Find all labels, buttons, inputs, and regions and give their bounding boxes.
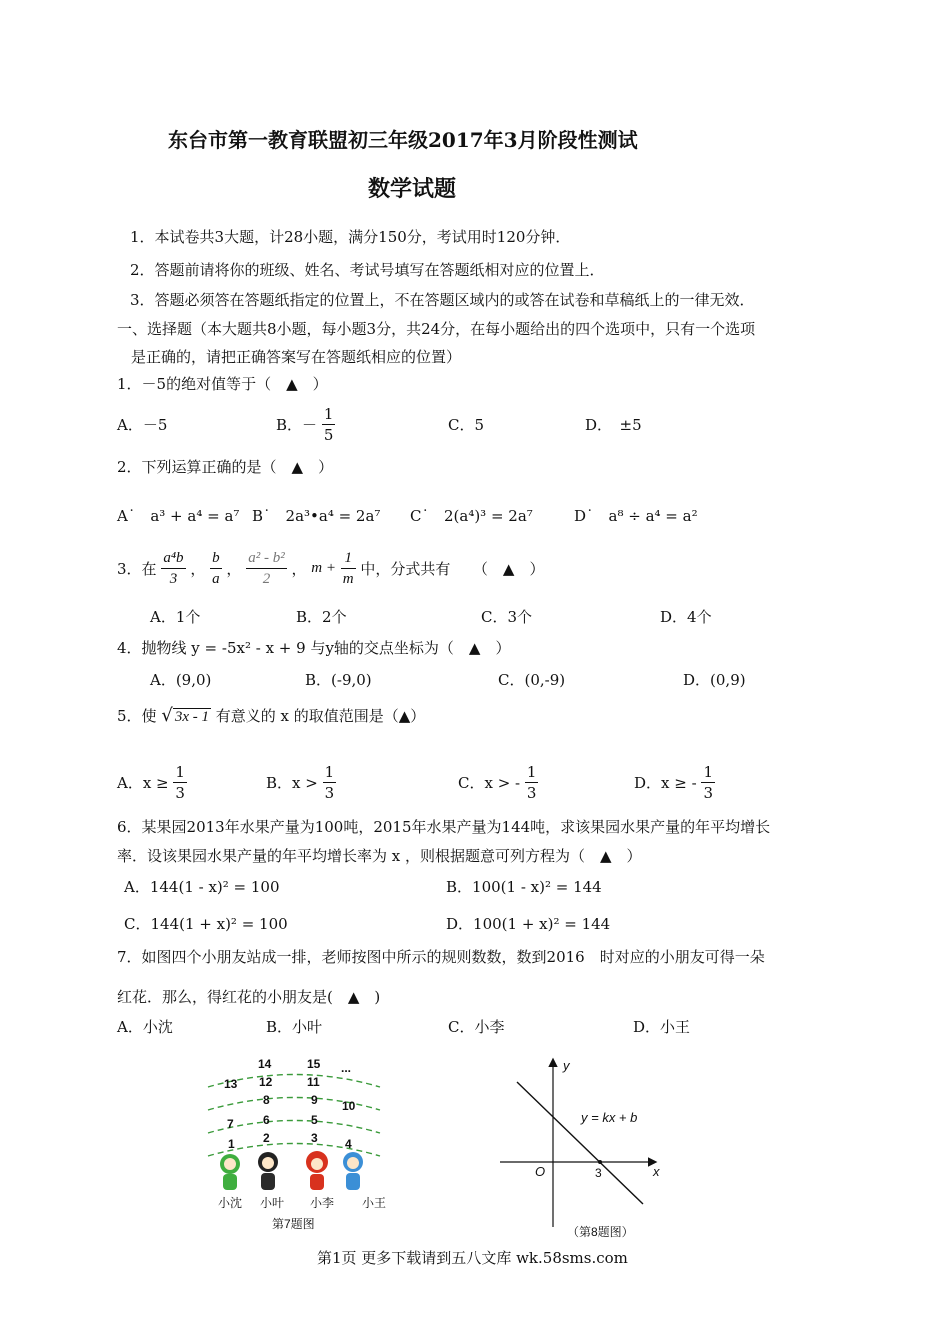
intercept-point xyxy=(598,1160,602,1164)
q2-stem: 2．下列运算正确的是（ ▲ ） xyxy=(117,458,334,476)
q5-a-label: A．x ≥ xyxy=(117,774,169,792)
fig7-num-15: 15 xyxy=(307,1057,321,1071)
q6-line2: 率．设该果园水果产量的年平均增长率为 x ，则根据题意可列方程为（ ▲ ） xyxy=(117,847,642,865)
exam-subtitle: 数学试题 xyxy=(368,176,457,202)
line-graph xyxy=(517,1082,643,1204)
figure-7-caption: 第7题图 xyxy=(272,1217,315,1231)
note-1: 1．本试卷共3大题，计28小题，满分150分，考试用时120分钟． xyxy=(130,228,571,246)
fig7-num-13: 13 xyxy=(224,1077,238,1091)
q3-prefix: 3．在 xyxy=(117,560,157,578)
q5-suffix: 有意义的 x 的取值范围是（▲） xyxy=(215,707,426,725)
fig7-num-10: 10 xyxy=(342,1099,356,1113)
q5-c-label: C．x > - xyxy=(458,774,521,792)
q2-option-d: D˙ a⁸ ÷ a⁴ = a² xyxy=(574,507,698,525)
q5-b-num: 1 xyxy=(324,763,335,781)
section-heading-line2: 是正确的，请把正确答案写在答题纸相应的位置） xyxy=(131,348,462,366)
arc-3 xyxy=(208,1121,380,1134)
q5-prefix: 5．使 xyxy=(117,707,157,725)
figure-8-caption: （第8题图） xyxy=(567,1225,634,1239)
section-heading-line1: 一、选择题（本大题共8小题，每小题3分，共24分，在每小题给出的四个选项中，只有一个选项 xyxy=(117,320,756,338)
q3-fraction-3 xyxy=(246,548,287,589)
q1-option-b xyxy=(276,404,335,445)
page-footer: 第1页 更多下载请到五八文库 wk.58sms.com xyxy=(317,1249,628,1267)
q4-option-a: A．(9,0) xyxy=(150,671,212,689)
q5-a-den: 3 xyxy=(175,784,185,802)
q5-option-a xyxy=(117,762,187,803)
kid-figure-1 xyxy=(220,1154,240,1190)
q5-d-label: D．x ≥ - xyxy=(634,774,697,792)
figure-8 xyxy=(495,1052,685,1242)
kid-figure-4 xyxy=(343,1152,363,1190)
q7-option-c: C．小李 xyxy=(448,1018,505,1036)
q5-b-den: 3 xyxy=(324,784,335,802)
fig7-num-5: 5 xyxy=(311,1113,318,1127)
q1-option-a: A．－5 xyxy=(117,416,168,434)
q3-f4-num: 1 xyxy=(341,548,356,569)
kid-label-3: 小李 xyxy=(310,1196,335,1210)
kid-label-2: 小叶 xyxy=(260,1196,285,1210)
kid-figure-3 xyxy=(306,1151,328,1190)
q1-fraction-num: 1 xyxy=(323,405,334,423)
q3-fraction-4 xyxy=(341,548,356,589)
q5-d-den: 3 xyxy=(703,784,713,802)
q2-option-c: C˙ 2(a⁴)³ = 2a⁷ xyxy=(410,507,533,525)
q4-stem: 4．抛物线 y = -5x² - x + 9 与y轴的交点坐标为（ ▲ ） xyxy=(117,639,511,657)
fig7-num-7: 7 xyxy=(227,1117,234,1131)
line-equation: y = kx + b xyxy=(581,1110,638,1125)
y-axis-label: y xyxy=(563,1058,570,1073)
q6-option-c: C．144(1 + x)² = 100 xyxy=(124,915,288,933)
q7-option-b: B．小叶 xyxy=(266,1018,323,1036)
q7-option-d: D．小王 xyxy=(633,1018,691,1036)
q1-option-b-label: B．－ xyxy=(276,416,318,434)
note-2: 2．答题前请将你的班级、姓名、考试号填写在答题纸相对应的位置上． xyxy=(130,261,605,279)
q5-c-num: 1 xyxy=(526,763,537,781)
q3-fraction-2 xyxy=(210,548,222,589)
fig7-num-8: 8 xyxy=(263,1093,270,1107)
q3-f3-den: 2 xyxy=(262,571,271,587)
q3-f4-den: m xyxy=(342,571,354,587)
fig7-num-ellipsis: ... xyxy=(341,1061,352,1075)
fig7-num-9: 9 xyxy=(311,1093,318,1107)
q5-option-b xyxy=(266,762,336,803)
fig7-num-1: 1 xyxy=(228,1137,235,1151)
q2-option-b: B˙ 2a³•a⁴ = 2a⁷ xyxy=(252,507,381,525)
q5-b-frac xyxy=(323,762,337,803)
fig7-num-6: 6 xyxy=(263,1113,270,1127)
kid-figure-2 xyxy=(258,1152,278,1190)
q5-stem xyxy=(117,705,425,726)
figure-7 xyxy=(200,1052,400,1236)
q3-option-b: B．2个 xyxy=(296,608,347,626)
q3-f2-num: b xyxy=(210,548,222,569)
q3-option-c: C．3个 xyxy=(481,608,533,626)
q4-option-b: B．(-9,0) xyxy=(305,671,372,689)
q3-f2-den: a xyxy=(212,571,220,587)
q1-fraction xyxy=(322,404,336,445)
kid-label-1: 小沈 xyxy=(218,1196,243,1210)
q5-d-frac xyxy=(701,762,715,803)
q4-option-c: C．(0,-9) xyxy=(498,671,566,689)
fig7-num-3: 3 xyxy=(311,1131,318,1145)
q4-option-d: D．(0,9) xyxy=(683,671,746,689)
q6-option-a: A．144(1 - x)² = 100 xyxy=(124,878,280,896)
q3-stem: 3．在 $\frac{\text{a⁴b}}{3}$ ， $\frac{b}{a}$ ， $\frac{\text{a² - b²}}{2}$ ， m + $\frac{1}{m}$ 中，分式共有 （ ▲ ） xyxy=(117,550,545,587)
sqrt-icon: √ xyxy=(161,705,173,726)
x-axis-label: x xyxy=(653,1164,660,1179)
q5-c-den: 3 xyxy=(526,784,537,802)
q1-fraction-den: 5 xyxy=(323,426,334,444)
q3-f3-num: a² - b² xyxy=(246,548,287,569)
q5-radicand: 3x - 1 xyxy=(174,709,209,725)
kid-label-4: 小王 xyxy=(362,1196,387,1210)
q3-f1-den: 3 xyxy=(169,571,178,587)
q5-a-num: 1 xyxy=(175,763,185,781)
fig7-num-12: 12 xyxy=(259,1075,273,1089)
q7-option-a: A．小沈 xyxy=(117,1018,173,1036)
q1-option-c: C．5 xyxy=(448,416,485,434)
q7-line1: 7．如图四个小朋友站成一排，老师按图中所示的规则数数，数到2016 时对应的小朋友可得一朵 xyxy=(117,948,765,966)
q3-option-a: A．1个 xyxy=(150,608,201,626)
q2-option-a: A˙ a³ + a⁴ = a⁷ xyxy=(117,507,240,525)
q6-option-b: B．100(1 - x)² = 144 xyxy=(446,878,602,896)
q5-d-num: 1 xyxy=(703,763,713,781)
origin-label: O xyxy=(535,1164,546,1179)
q5-b-label: B．x > xyxy=(266,774,318,792)
q3-option-d: D．4个 xyxy=(660,608,712,626)
q6-line1: 6．某果园2013年水果产量为100吨，2015年水果产量为144吨，求该果园水果产量的年平均增长 xyxy=(117,818,771,836)
fig7-num-4: 4 xyxy=(345,1137,352,1151)
note-3: 3．答题必须答在答题纸指定的位置上，不在答题区域内的或答在试卷和草稿纸上的一律无效． xyxy=(130,291,755,309)
exam-title: 东台市第一教育联盟初三年级2017年3月阶段性测试 xyxy=(168,128,638,152)
q3-f1-num: a⁴b xyxy=(161,548,185,569)
q5-option-c xyxy=(458,762,538,803)
q3-suffix: 中，分式共有 （ ▲ ） xyxy=(360,560,545,578)
q7-line2: 红花．那么，得红花的小朋友是( ▲ ) xyxy=(117,988,381,1006)
q5-a-frac xyxy=(173,762,187,803)
q1-stem: 1．－5的绝对值等于（ ▲ ） xyxy=(117,375,328,393)
fig7-num-14: 14 xyxy=(258,1057,272,1071)
fig7-num-11: 11 xyxy=(307,1075,320,1089)
tick-label-3: 3 xyxy=(595,1166,602,1180)
q5-option-d xyxy=(634,762,715,803)
fig7-num-2: 2 xyxy=(263,1131,270,1145)
q3-m-part: m + xyxy=(311,560,336,576)
q5-c-frac xyxy=(525,762,539,803)
q1-option-d: D． ±5 xyxy=(585,416,642,434)
q3-fraction-1 xyxy=(161,548,185,589)
q6-option-d: D．100(1 + x)² = 144 xyxy=(446,915,611,933)
